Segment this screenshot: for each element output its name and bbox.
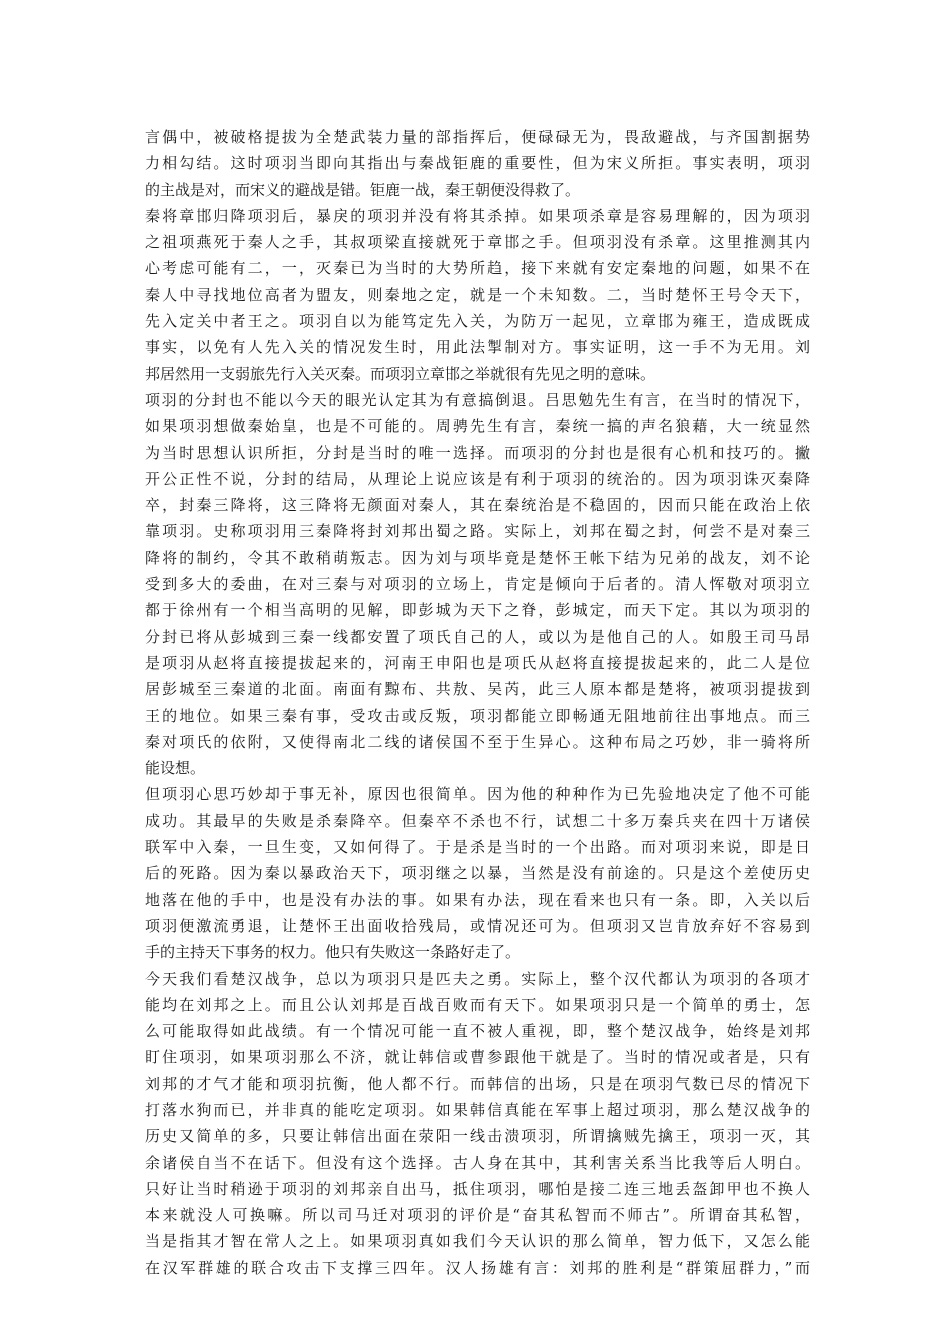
text-line: 盯住项羽，如果项羽那么不济，就让韩信或曹参跟他干就是了。当时的情况或者是，只有 xyxy=(145,1048,810,1067)
text-line: 秦人中寻找地位高者为盟友，则秦地之定，就是一个未知数。二，当时楚怀王号令天下， xyxy=(145,285,810,304)
text-line: 项羽便激流勇退，让楚怀王出面收拾残局，或情况还可为。但项羽又岂肯放弃好不容易到 xyxy=(145,916,810,935)
text-line: 地落在他的手中，也是没有办法的事。如果有办法，现在看来也只有一条。即，入关以后 xyxy=(145,890,810,909)
text-line: 的主战是对，而宋义的避战是错。钜鹿一战，秦王朝便没得救了。 xyxy=(145,180,581,199)
text-line: 如果项羽想做秦始皇，也是不可能的。周骋先生有言，秦统一搞的声名狼藉，大一统显然 xyxy=(145,417,810,436)
text-line: 受到多大的委曲，在对三秦与对项羽的立场上，肯定是倾向于后者的。清人恽敬对项羽立 xyxy=(145,575,810,594)
text-line: 都于徐州有一个相当高明的见解，即彭城为天下之脊，彭城定，而天下定。其以为项羽的 xyxy=(145,601,810,620)
text-line: 之祖项燕死于秦人之手，其叔项梁直接就死于章邯之手。但项羽没有杀章。这里推测其内 xyxy=(145,233,810,252)
document-body xyxy=(145,124,810,1281)
text-line: 先入定关中者王之。项羽自以为能笃定先入关，为防万一起见，立章邯为雍王，造成既成 xyxy=(145,312,810,331)
text-line: 事实，以免有人先入关的情况发生时，用此法掣制对方。事实证明，这一手不为无用。刘 xyxy=(145,338,810,357)
text-line: 今天我们看楚汉战争，总以为项羽只是匹夫之勇。实际上，整个汉代都认为项羽的各项才 xyxy=(145,969,810,988)
text-line: 成功。其最早的失败是杀秦降卒。但秦卒不杀也不行，试想二十多万秦兵夹在四十万诸侯 xyxy=(145,811,810,830)
text-line: 么可能取得如此战绩。有一个情况可能一直不被人重视，即，整个楚汉战争，始终是刘邦 xyxy=(145,1022,810,1041)
text-line: 秦将章邯归降项羽后，暴戾的项羽并没有将其杀掉。如果项杀章是容易理解的，因为项羽 xyxy=(145,206,810,225)
text-line: 心考虑可能有二，一，灭秦已为当时的大势所趋，接下来就有安定秦地的问题，如果不在 xyxy=(145,259,810,278)
text-line: 后的死路。因为秦以暴政治天下，项羽继之以暴，当然是没有前途的。只是这个差使历史 xyxy=(145,864,810,883)
text-line: 只好让当时稍逊于项羽的刘邦亲自出马，抵住项羽，哪怕是接二连三地丢盔卸甲也不换人 xyxy=(145,1179,810,1198)
text-line: 余诸侯自当不在话下。但没有这个选择。古人身在其中，其利害关系当比我等后人明白。 xyxy=(145,1153,810,1172)
text-line: 秦对项氏的依附，又使得南北二线的诸侯国不至于生异心。这种布局之巧妙，非一骑将所 xyxy=(145,732,810,751)
text-line: 刘邦的才气才能和项羽抗衡，他人都不行。而韩信的出场，只是在项羽气数已尽的情况下 xyxy=(145,1074,810,1093)
text-line: 降将的制约，令其不敢稍萌叛志。因为刘与项毕竟是楚怀王帐下结为兄弟的战友，刘不论 xyxy=(145,548,810,567)
text-line: 联军中入秦，一旦生变，又如何得了。于是杀是当时的一个出路。而对项羽来说，即是日 xyxy=(145,838,810,857)
text-line: 手的主持天下事务的权力。他只有失败这一条路好走了。 xyxy=(145,943,521,962)
text-line: 言偶中，被破格提拔为全楚武装力量的部指挥后，便碌碌无为，畏敌避战，与齐国割据势 xyxy=(145,128,810,146)
text-line: 能均在刘邦之上。而且公认刘邦是百战百败而有天下。如果项羽只是一个简单的勇士，怎 xyxy=(145,995,810,1014)
text-line: 能设想。 xyxy=(145,759,206,778)
text-line: 是项羽从赵将直接提拔起来的，河南王申阳也是项氏从赵将直接提拔起来的，此二人是位 xyxy=(145,653,810,672)
text-line: 力相勾结。这时项羽当即向其指出与秦战钜鹿的重要性，但为宋义所拒。事实表明，项羽 xyxy=(145,154,810,173)
text-line: 邦居然用一支弱旅先行入关灭秦。而项羽立章邯之举就很有先见之明的意味。 xyxy=(145,364,656,383)
text-line: 为当时思想认识所拒，分封是当时的唯一选择。而项羽的分封也是很有心机和技巧的。撇 xyxy=(145,443,810,462)
text-line: 居彭城至三秦道的北面。南面有黥布、共敖、吴芮，此三人原本都是楚将，被项羽提拔到 xyxy=(145,680,810,699)
text-line: 开公正性不说，分封的结局，从理论上说应该是有利于项羽的统治的。因为项羽诛灭秦降 xyxy=(145,469,810,488)
text-line: 王的地位。如果三秦有事，受攻击或反叛，项羽都能立即畅通无阻地前往出事地点。而三 xyxy=(145,706,810,725)
text-line: 在汉军群雄的联合攻击下支撑三四年。汉人扬雄有言：刘邦的胜利是“群策屈群力，”而 xyxy=(145,1258,810,1277)
text-line: 历史又简单的多，只要让韩信出面在荥阳一线击溃项羽，所谓擒贼先擒王，项羽一灭，其 xyxy=(145,1127,810,1146)
text-line: 本来就没人可换嘛。所以司马迁对项羽的评价是“奋其私智而不师古”。所谓奋其私智， xyxy=(145,1206,810,1225)
text-line: 打落水狗而已，并非真的能吃定项羽。如果韩信真能在军事上超过项羽，那么楚汉战争的 xyxy=(145,1100,810,1119)
text-line: 分封已将从彭城到三秦一线都安置了项氏自己的人，或以为是他自己的人。如殷王司马昂 xyxy=(145,627,810,646)
text-line: 但项羽心思巧妙却于事无补，原因也很简单。因为他的种种作为已先验地决定了他不可能 xyxy=(145,785,810,804)
text-line: 当是指其才智在常人之上。如果项羽真如我们今天认识的那么简单，智力低下，又怎么能 xyxy=(145,1232,810,1251)
text-line: 项羽的分封也不能以今天的眼光认定其为有意搞倒退。吕思勉先生有言，在当时的情况下， xyxy=(145,390,810,409)
text-line: 卒，封秦三降将，这三降将无颜面对秦人，其在秦统治是不稳固的，因而只能在政治上依 xyxy=(145,496,810,515)
text-line: 靠项羽。史称项羽用三秦降将封刘邦出蜀之路。实际上，刘邦在蜀之封，何尝不是对秦三 xyxy=(145,522,810,541)
